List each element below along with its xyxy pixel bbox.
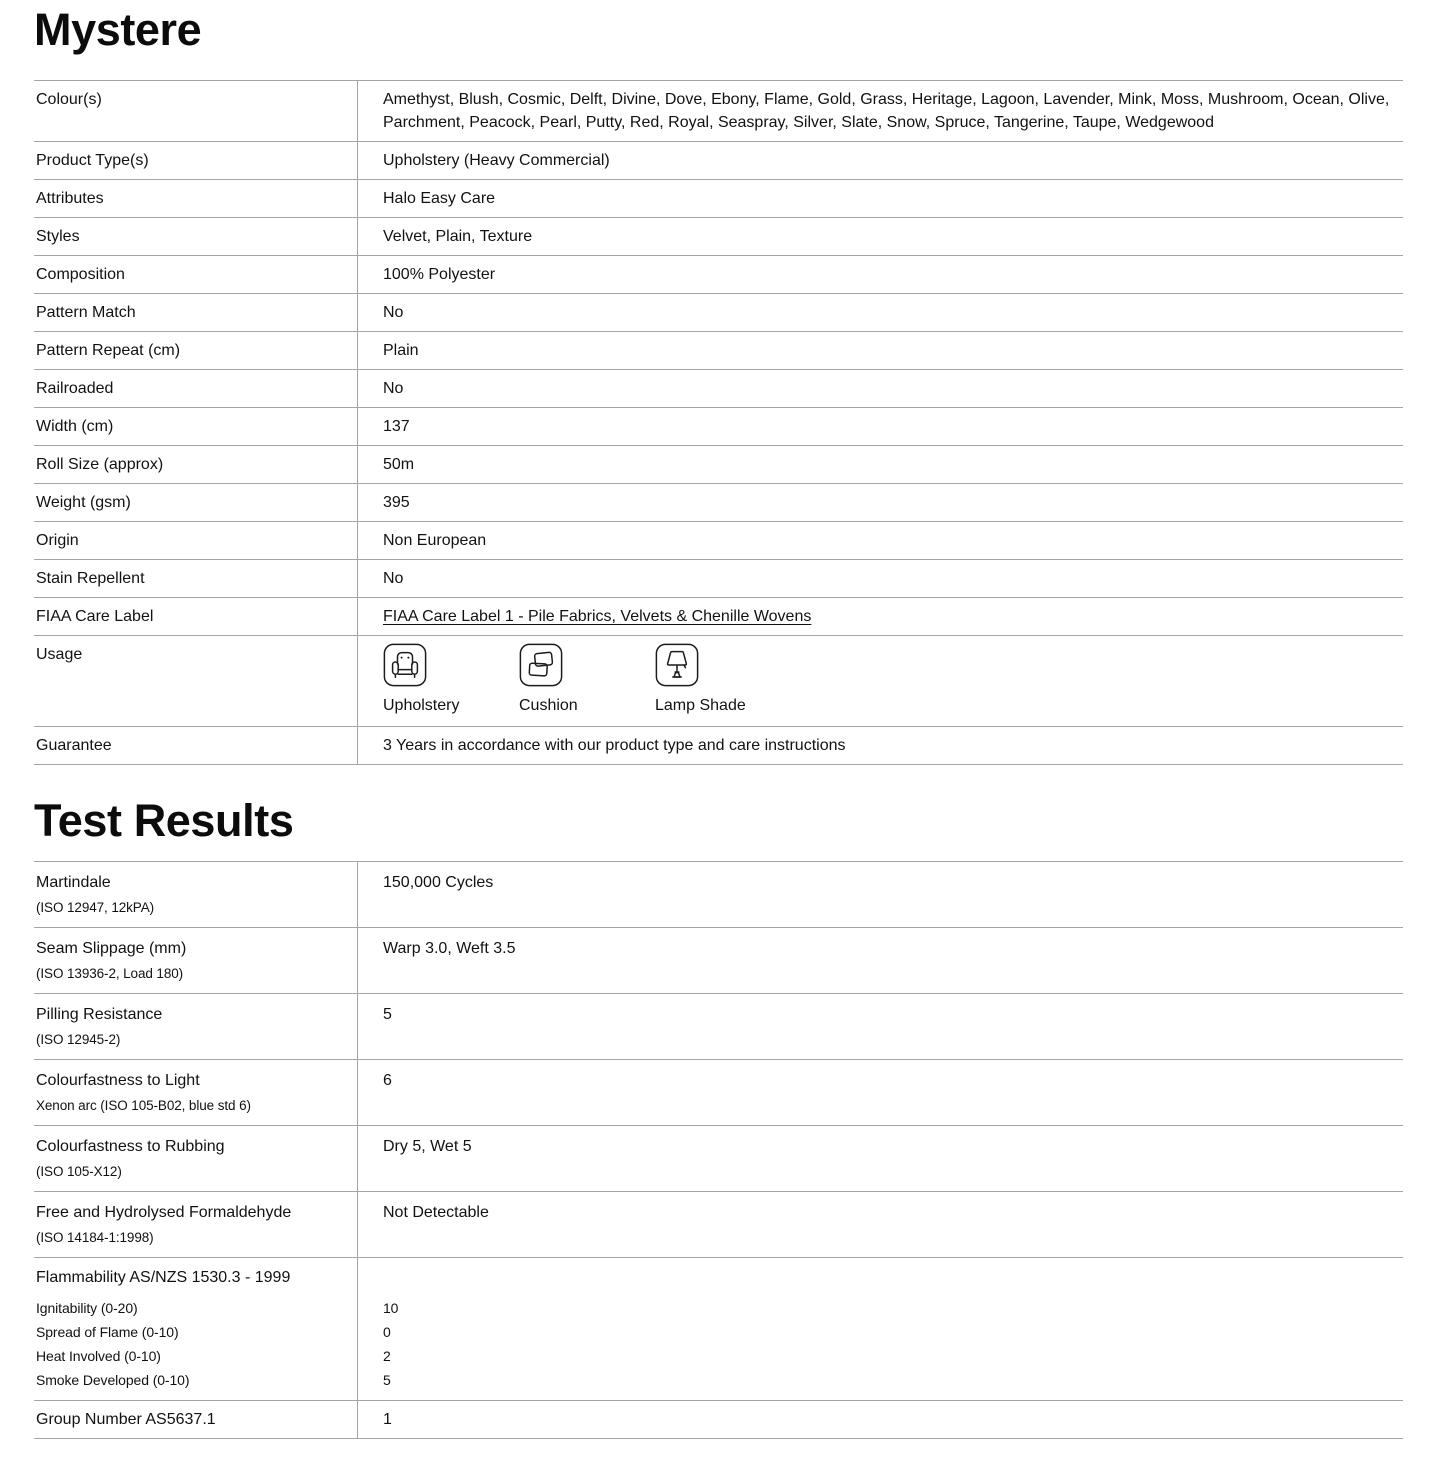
spec-row bbox=[34, 331, 1403, 369]
test-label: Pilling Resistance bbox=[36, 1006, 163, 1024]
spec-row bbox=[34, 597, 1403, 635]
test-row bbox=[34, 861, 1403, 927]
spec-value: Velvet, Plain, Texture bbox=[383, 227, 533, 245]
test-label: Martindale bbox=[36, 874, 111, 892]
spec-label: FIAA Care Label bbox=[34, 598, 358, 635]
upholstery-armchair-icon bbox=[383, 643, 427, 687]
spec-label: Origin bbox=[34, 522, 358, 559]
usage-item-label: Upholstery bbox=[383, 696, 460, 714]
flammability-label-cell bbox=[34, 1258, 358, 1400]
spec-value: 50m bbox=[383, 455, 415, 473]
test-label-cell bbox=[34, 928, 358, 993]
test-rows bbox=[34, 861, 1403, 1257]
spec-label: Stain Repellent bbox=[34, 560, 358, 597]
flammability-item-value: 0 bbox=[383, 1324, 391, 1341]
test-value: 150,000 Cycles bbox=[383, 874, 494, 892]
spec-value: 395 bbox=[383, 493, 410, 511]
spacer bbox=[383, 1267, 1397, 1296]
spec-label: Composition bbox=[34, 256, 358, 293]
spec-value: No bbox=[383, 303, 404, 321]
spec-value-cell bbox=[358, 598, 1403, 635]
spec-label: Weight (gsm) bbox=[34, 484, 358, 521]
flammability-labels bbox=[36, 1296, 343, 1392]
test-row bbox=[34, 927, 1403, 993]
spec-value: 137 bbox=[383, 417, 410, 435]
spec-value-cell bbox=[358, 332, 1403, 369]
usage-item-label: Lamp Shade bbox=[655, 696, 746, 714]
test-label: Colourfastness to Light bbox=[36, 1072, 200, 1090]
spec-value-cell bbox=[358, 294, 1403, 331]
spec-value: Upholstery (Heavy Commercial) bbox=[383, 151, 610, 169]
group-number-value: 1 bbox=[383, 1411, 392, 1429]
spec-value-cell bbox=[358, 218, 1403, 255]
usage-items bbox=[383, 643, 1397, 719]
usage-item-lamp-shade bbox=[655, 643, 746, 715]
spec-row bbox=[34, 255, 1403, 293]
spec-row bbox=[34, 369, 1403, 407]
spec-label: Product Type(s) bbox=[34, 142, 358, 179]
test-label-cell bbox=[34, 1060, 358, 1125]
spec-label: Colour(s) bbox=[34, 81, 358, 141]
flammability-item-value: 10 bbox=[383, 1300, 399, 1317]
test-value: Not Detectable bbox=[383, 1204, 489, 1222]
page-title: Mystere bbox=[34, 4, 202, 55]
spec-value: Halo Easy Care bbox=[383, 189, 496, 207]
spec-row bbox=[34, 293, 1403, 331]
lamp-shade-icon bbox=[655, 643, 699, 687]
spec-value: 100% Polyester bbox=[383, 265, 496, 283]
test-label-cell bbox=[34, 1126, 358, 1191]
spec-row bbox=[34, 179, 1403, 217]
spec-value-cell bbox=[358, 522, 1403, 559]
usage-item-label: Cushion bbox=[519, 696, 578, 714]
flammability-value-cell bbox=[358, 1258, 1403, 1400]
test-standard: (ISO 105-X12) bbox=[36, 1164, 122, 1180]
spec-label: Pattern Match bbox=[34, 294, 358, 331]
test-row bbox=[34, 1191, 1403, 1257]
test-row bbox=[34, 1059, 1403, 1125]
usage-item-upholstery bbox=[383, 643, 463, 715]
test-label-cell bbox=[34, 1192, 358, 1257]
spec-row bbox=[34, 217, 1403, 255]
guarantee-row bbox=[34, 726, 1403, 764]
flammability-item-label: Spread of Flame (0-10) bbox=[36, 1324, 179, 1341]
spec-value: No bbox=[383, 379, 404, 397]
test-label-cell bbox=[34, 862, 358, 927]
spec-value-cell bbox=[358, 408, 1403, 445]
test-label: Colourfastness to Rubbing bbox=[36, 1138, 225, 1156]
flammability-item-label: Smoke Developed (0-10) bbox=[36, 1372, 190, 1389]
fiaa-care-label-link[interactable]: FIAA Care Label 1 - Pile Fabrics, Velvets & Chenille Wovens bbox=[383, 607, 812, 625]
test-standard: Xenon arc (ISO 105-B02, blue std 6) bbox=[36, 1098, 251, 1114]
flammability-item-value: 2 bbox=[383, 1348, 391, 1365]
spec-row bbox=[34, 407, 1403, 445]
spec-value-cell bbox=[358, 560, 1403, 597]
spec-value: No bbox=[383, 569, 404, 587]
test-label: Seam Slippage (mm) bbox=[36, 940, 187, 958]
test-label-cell bbox=[34, 994, 358, 1059]
spec-label: Pattern Repeat (cm) bbox=[34, 332, 358, 369]
test-value: 6 bbox=[383, 1072, 392, 1090]
spec-row bbox=[34, 80, 1403, 141]
guarantee-label: Guarantee bbox=[34, 727, 358, 764]
section-title-test-results: Test Results bbox=[34, 794, 294, 846]
test-value: 5 bbox=[383, 1006, 392, 1024]
group-number-row bbox=[34, 1400, 1403, 1438]
test-value: Dry 5, Wet 5 bbox=[383, 1138, 472, 1156]
usage-item-cushion bbox=[519, 643, 599, 715]
spec-label: Styles bbox=[34, 218, 358, 255]
test-results-table bbox=[34, 861, 1403, 1439]
spec-rows bbox=[34, 80, 1403, 635]
cushion-pillows-icon bbox=[519, 643, 563, 687]
test-row bbox=[34, 1125, 1403, 1191]
flammability-item-label: Ignitability (0-20) bbox=[36, 1300, 138, 1317]
spec-label: Attributes bbox=[34, 180, 358, 217]
test-standard: (ISO 13936-2, Load 180) bbox=[36, 966, 184, 982]
usage-row bbox=[34, 635, 1403, 726]
test-row bbox=[34, 993, 1403, 1059]
spec-value-cell bbox=[358, 81, 1403, 141]
spec-value-cell bbox=[358, 142, 1403, 179]
test-standard: (ISO 14184-1:1998) bbox=[36, 1230, 154, 1246]
group-number-label: Group Number AS5637.1 bbox=[34, 1401, 358, 1438]
flammability-item-value: 5 bbox=[383, 1372, 391, 1389]
spec-row bbox=[34, 559, 1403, 597]
spec-value-cell bbox=[358, 446, 1403, 483]
spec-label: Railroaded bbox=[34, 370, 358, 407]
flammability-item-label: Heat Involved (0-10) bbox=[36, 1348, 161, 1365]
spec-label: Width (cm) bbox=[34, 408, 358, 445]
spec-label: Roll Size (approx) bbox=[34, 446, 358, 483]
usage-value-cell bbox=[358, 636, 1403, 726]
spec-value: Plain bbox=[383, 341, 419, 359]
spec-value: Non European bbox=[383, 531, 487, 549]
test-standard: (ISO 12945-2) bbox=[36, 1032, 121, 1048]
test-value: Warp 3.0, Weft 3.5 bbox=[383, 940, 516, 958]
spec-value-cell bbox=[358, 484, 1403, 521]
spec-row bbox=[34, 141, 1403, 179]
guarantee-value: 3 Years in accordance with our product type and care instructions bbox=[383, 736, 846, 754]
spec-row bbox=[34, 445, 1403, 483]
flammability-row bbox=[34, 1257, 1403, 1400]
spec-value-cell bbox=[358, 256, 1403, 293]
spec-value-cell bbox=[358, 180, 1403, 217]
spec-value: Amethyst, Blush, Cosmic, Delft, Divine, Dove, Ebony, Flame, Gold, Grass, Heritage, Lagoon, Lavender, Mink, Moss, Mushroom, Ocean, Olive, Parchment, Peacock, Pearl, Putty, Red, Royal, Seaspray, Silver, Slate, Snow, Spruce, Tangerine, Taupe, Wedgewood bbox=[383, 90, 1390, 131]
spec-row bbox=[34, 521, 1403, 559]
test-label: Free and Hydrolysed Formaldehyde bbox=[36, 1204, 292, 1222]
spec-value-cell bbox=[358, 370, 1403, 407]
spec-row bbox=[34, 483, 1403, 521]
usage-label: Usage bbox=[34, 636, 358, 726]
test-standard: (ISO 12947, 12kPA) bbox=[36, 900, 155, 916]
flammability-values bbox=[383, 1296, 1397, 1392]
flammability-header: Flammability AS/NZS 1530.3 - 1999 bbox=[36, 1269, 291, 1287]
product-spec-table bbox=[34, 80, 1403, 765]
